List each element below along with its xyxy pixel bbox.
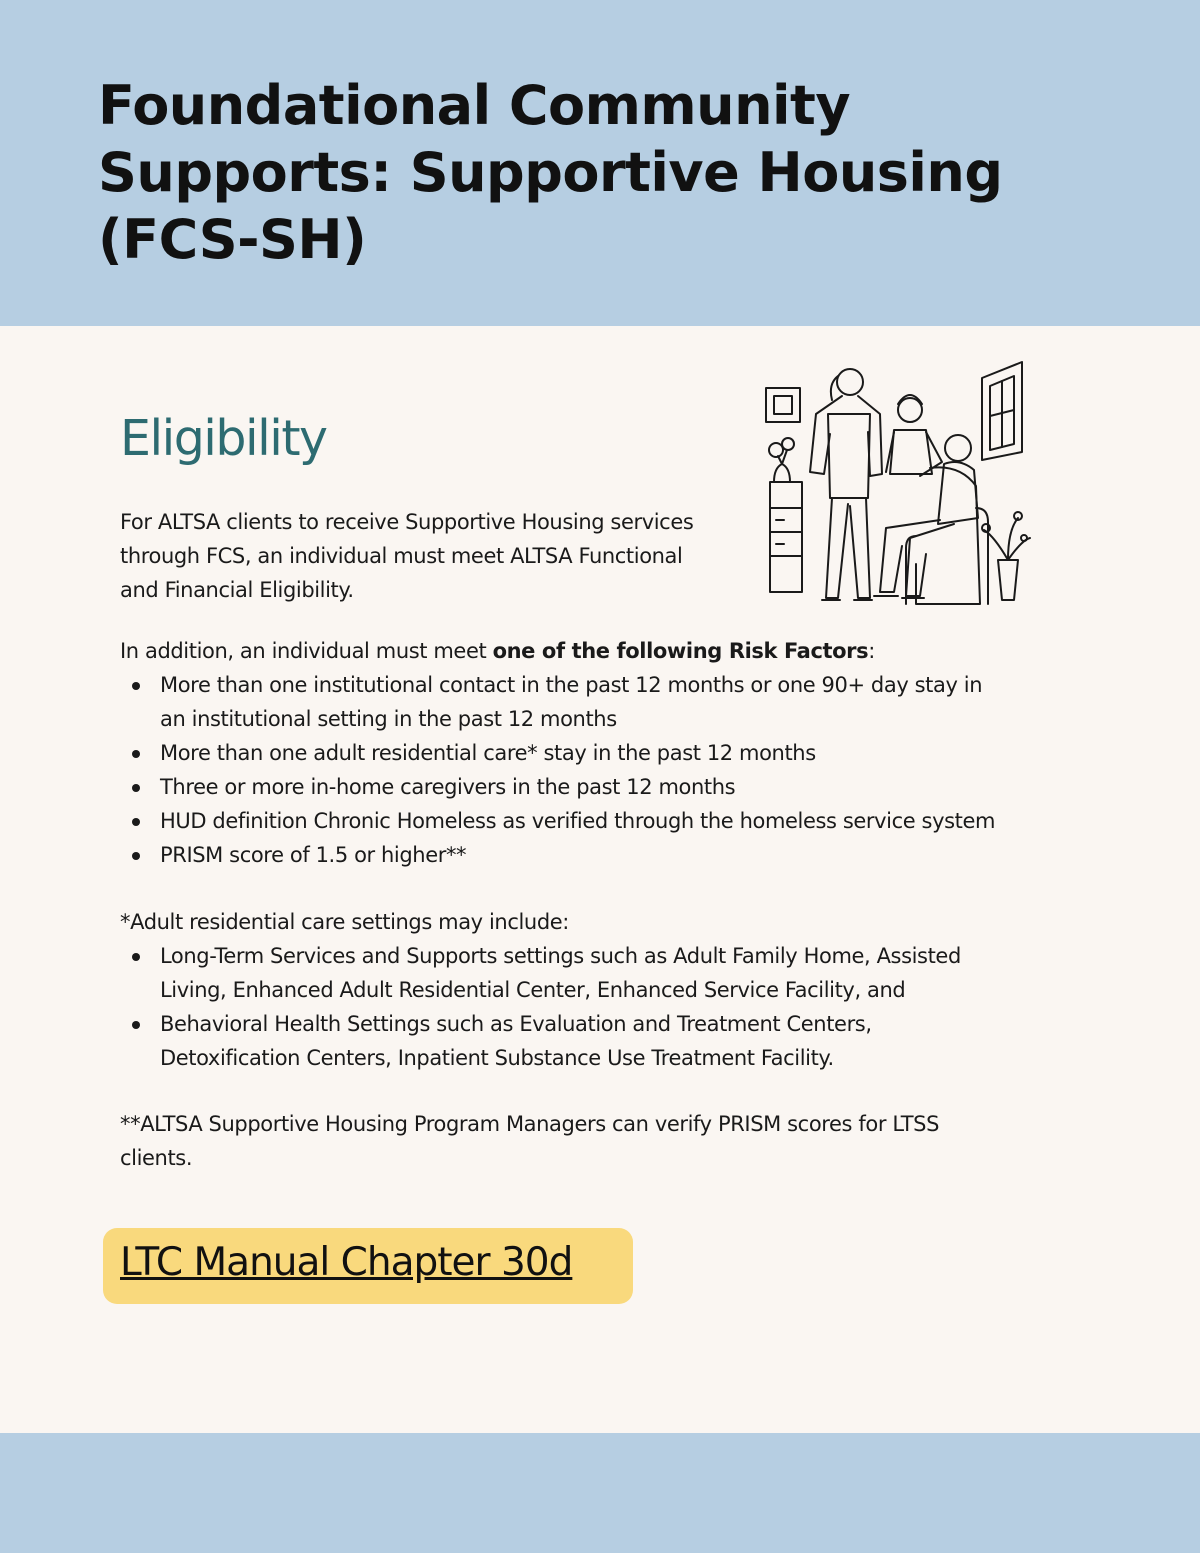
risk-factors-intro <box>120 634 875 668</box>
list-item: HUD definition Chronic Homeless as verified through the homeless service system <box>128 804 1088 838</box>
list-item <box>128 1007 1088 1075</box>
intro-line: through FCS, an individual must meet ALTSA Functional <box>120 544 683 568</box>
ltc-manual-link[interactable]: LTC Manual Chapter 30d <box>120 1240 573 1285</box>
list-item-line: More than one institutional contact in the past 12 months or one 90+ day stay in <box>160 673 983 697</box>
list-item-line: Long-Term Services and Supports settings such as Adult Family Home, Assisted <box>160 944 961 968</box>
list-item: PRISM score of 1.5 or higher** <box>128 838 1088 872</box>
adult-care-settings-list <box>128 939 1088 1075</box>
eligibility-intro <box>120 505 740 607</box>
risk-intro-suffix: : <box>868 639 875 663</box>
title-line: (FCS-SH) <box>98 208 367 271</box>
list-item <box>128 939 1088 1007</box>
list-item <box>128 668 1088 736</box>
list-item-line: Living, Enhanced Adult Residential Center, Enhanced Service Facility, and <box>160 978 906 1002</box>
title-line: Supports: Supportive Housing <box>98 141 1003 204</box>
intro-line: and Financial Eligibility. <box>120 578 354 602</box>
caregivers-illustration <box>762 360 1032 618</box>
section-heading: Eligibility <box>120 410 327 467</box>
list-item-line: an institutional setting in the past 12 months <box>160 707 617 731</box>
intro-line: For ALTSA clients to receive Supportive Housing services <box>120 510 694 534</box>
prism-note <box>120 1107 1040 1175</box>
page-title <box>98 72 1098 273</box>
risk-factors-list <box>128 668 1088 872</box>
title-line: Foundational Community <box>98 74 851 137</box>
list-item-line: Behavioral Health Settings such as Evaluation and Treatment Centers, <box>160 1012 872 1036</box>
footer-banner <box>0 1433 1200 1553</box>
note-line: **ALTSA Supportive Housing Program Managers can verify PRISM scores for LTSS <box>120 1112 940 1136</box>
adult-care-intro: *Adult residential care settings may include: <box>120 910 569 934</box>
list-item-line: Detoxification Centers, Inpatient Substance Use Treatment Facility. <box>160 1046 834 1070</box>
list-item: More than one adult residential care* stay in the past 12 months <box>128 736 1088 770</box>
note-line: clients. <box>120 1146 193 1170</box>
risk-intro-prefix: In addition, an individual must meet <box>120 639 493 663</box>
list-item: Three or more in-home caregivers in the past 12 months <box>128 770 1088 804</box>
risk-intro-bold: one of the following Risk Factors <box>492 639 869 663</box>
